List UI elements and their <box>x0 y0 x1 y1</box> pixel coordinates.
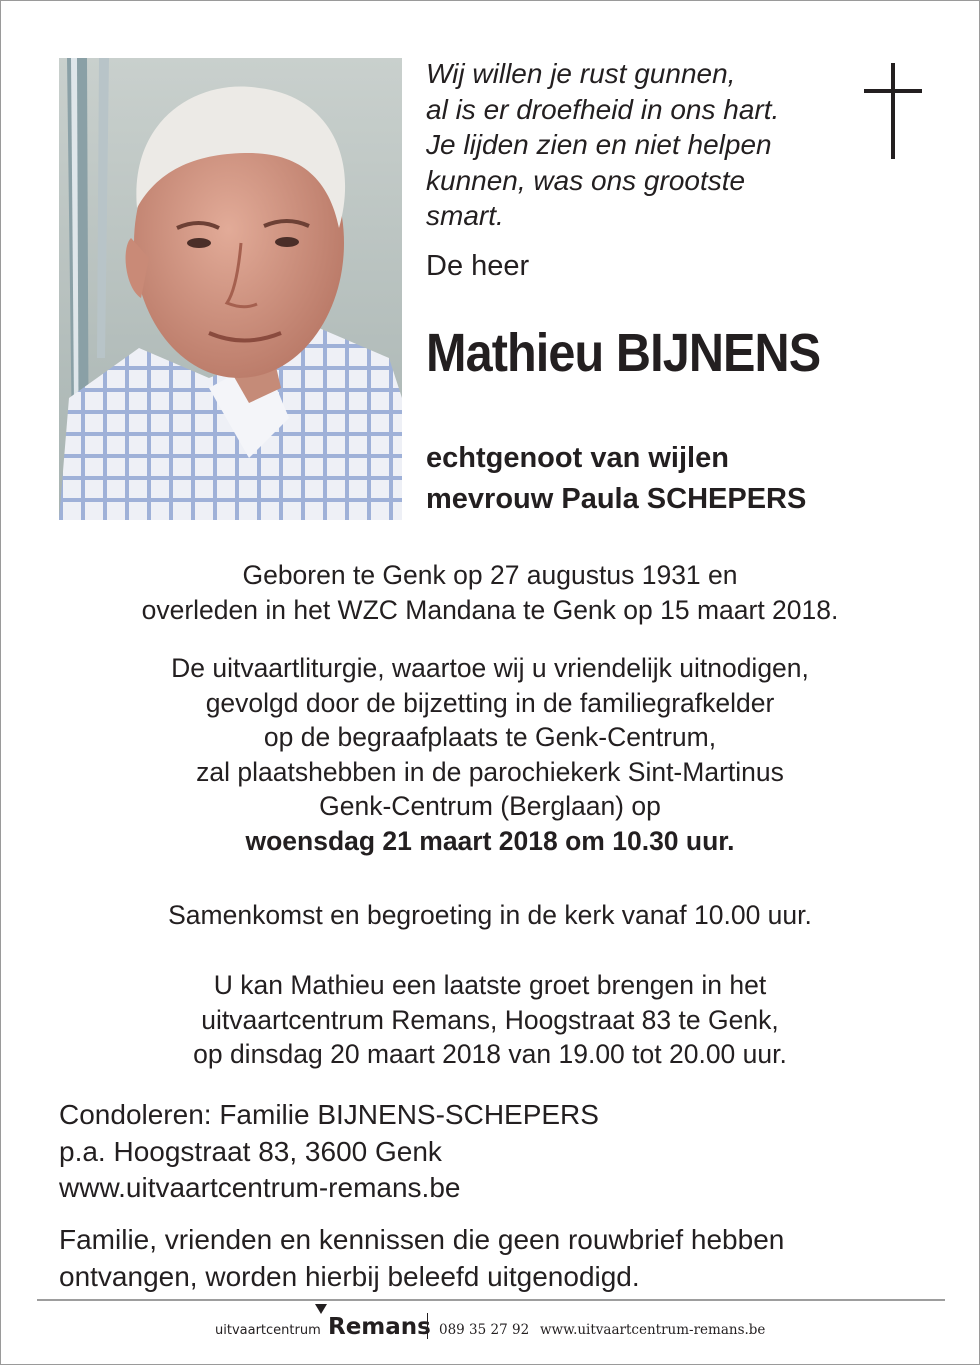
liturgy-line: op de begraafplaats te Genk-Centrum, <box>263 722 717 752</box>
born-line: Geboren te Genk op 27 augustus 1931 en <box>242 560 738 590</box>
visitation-line: uitvaartcentrum Remans, Hoogstraat 83 te Genk, <box>201 1004 779 1035</box>
liturgy-line: zal plaatshebben in de parochiekerk Sint-Martinus <box>196 756 784 787</box>
cross-icon <box>864 63 922 159</box>
liturgy-date-time: woensdag 21 maart 2018 om 10.30 uur. <box>245 825 735 856</box>
spouse-info <box>426 438 806 520</box>
footer-brand-small: uitvaartcentrum <box>215 1323 321 1338</box>
poem-line: Wij willen je rust gunnen, <box>426 58 736 89</box>
liturgy-line: gevolgd door de bijzetting in de familiegrafkelder <box>205 687 775 718</box>
condolence-info <box>59 1097 599 1207</box>
footer-brand-name: Remans <box>328 1314 431 1340</box>
invitation-note <box>59 1222 784 1295</box>
gathering-line: Samenkomst en begroeting in de kerk vanaf 10.00 uur. <box>168 900 812 930</box>
condolence-address: p.a. Hoogstraat 83, 3600 Genk <box>59 1135 442 1167</box>
birth-death-info <box>40 558 940 627</box>
invitation-line: ontvangen, worden hierbij beleefd uitgenodigd. <box>59 1260 640 1292</box>
footer-separator <box>427 1313 428 1339</box>
salutation: De heer <box>426 250 530 282</box>
footer-phone: 089 35 27 92 <box>439 1322 530 1338</box>
poem-line: smart. <box>426 200 504 231</box>
footer <box>0 1313 980 1343</box>
condolence-website: www.uitvaartcentrum-remans.be <box>59 1172 461 1203</box>
poem-line: Je lijden zien en niet helpen <box>426 129 772 160</box>
poem-line: kunnen, was ons grootste <box>426 164 746 196</box>
invitation-line: Familie, vrienden en kennissen die geen rouwbrief hebben <box>59 1224 785 1255</box>
poem-line: al is er droefheid in ons hart. <box>426 93 780 125</box>
deceased-name: Mathieu BIJNENS <box>426 323 821 383</box>
footer-website: www.uitvaartcentrum-remans.be <box>540 1322 766 1338</box>
visitation-line: op dinsdag 20 maart 2018 van 19.00 tot 20.00 uur. <box>193 1039 787 1069</box>
visitation-info <box>40 968 940 1072</box>
footer-divider <box>37 1299 945 1301</box>
spouse-line: mevrouw Paula SCHEPERS <box>426 483 807 515</box>
poem <box>426 56 846 234</box>
spouse-line: echtgenoot van wijlen <box>426 442 729 474</box>
liturgy-info <box>40 651 940 858</box>
liturgy-line: Genk-Centrum (Berglaan) op <box>319 791 661 821</box>
condolence-line: Condoleren: Familie BIJNENS-SCHEPERS <box>59 1099 599 1130</box>
portrait-photo <box>59 58 402 520</box>
gathering-info <box>40 898 940 933</box>
liturgy-line: De uitvaartliturgie, waartoe wij u vriendelijk uitnodigen, <box>171 653 809 683</box>
visitation-line: U kan Mathieu een laatste groet brengen in het <box>213 970 767 1000</box>
died-line: overleden in het WZC Mandana te Genk op 15 maart 2018. <box>141 594 839 625</box>
